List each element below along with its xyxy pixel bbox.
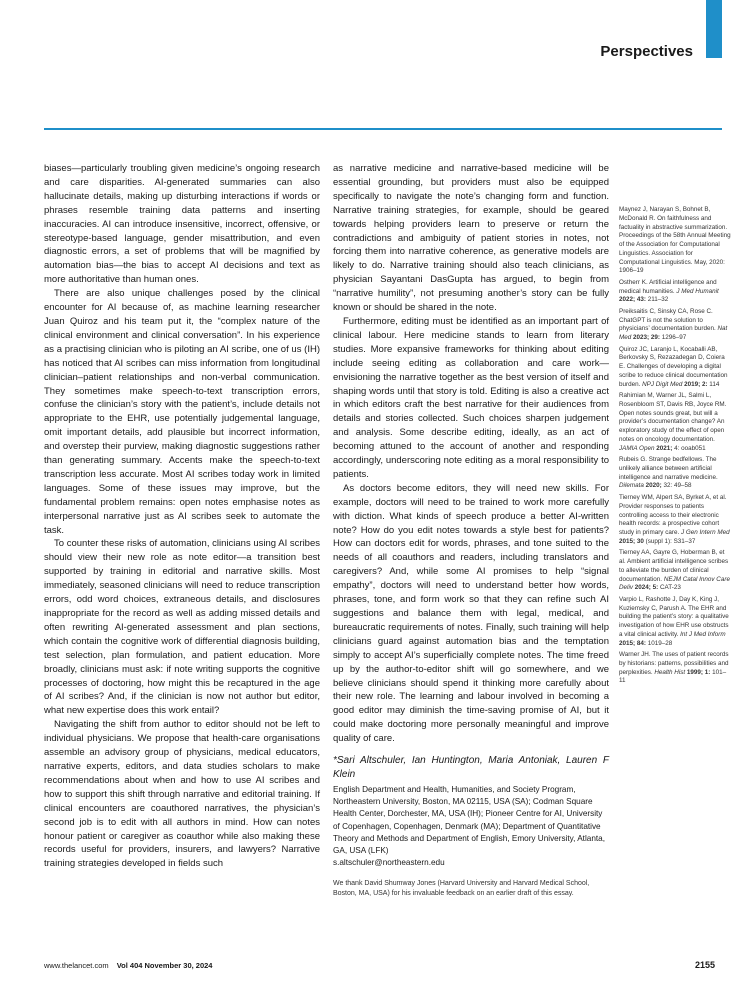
footer-journal: [44, 961, 212, 970]
reference-item[interactable]: Rubeis G. Strange bedfellows. The unlikely alliance between artificial intelligence and narrative medicine. Dilemata 2020; 32: 49–58: [619, 456, 718, 490]
paragraph: biases—particularly troubling given medicine’s ongoing research and care disparities. AI-generated summaries can also hallucinate details, making up disturbing interactions if words or phrases resemble training data patterns and inserting inaccuracies. AI can introduce insensitive, incorrect, offensive, or stereotype-based language, gender misattribution, and even diagnostic errors, a set of problems that will be magnified by automation bias—the bias to accept AI decisions and text as more authoritative than human ones.: [44, 163, 320, 286]
paragraph: There are also unique challenges posed by the clinical encounter for AI because of, as machine learning researcher Juan Quiroz and his team put it, the “complex nature of the clinical environment and clinical conversation”. In his experience as a practising clinician who is piloting an AI scribe, one of us (IH) has noticed that AI scribes can miss information from longitudinal clinician–patient relationships and non-verbal communication. They sometimes make speech-to-text transcription errors, confuse the clinician’s story with the patient’s, include details not appropriate to the EHR, use potentially judgemental language, omit important details, add plausible but incorrect information, and overstep their purview, making diagnostic suggestions rather than generating summary. Accents make the speech-to-text transcription less accurate. Most AI scribes today work in limited languages. Some of these issues may improve, but the fundamental problem remains: open notes emphasise notes as interpersonal narrative just as AI scribes seek to automate the task.: [44, 288, 320, 536]
reference-item[interactable]: Rahimian M, Warner JL, Salmi L, Rosenbloom ST, Davis RB, Joyce RM. Open notes sounds great, but will a provider’s documentation change? An exploratory study of the effect of open notes on oncology documentation. JAMIA Open 2021; 4: ooab051: [619, 392, 727, 452]
reference-list: [619, 206, 731, 689]
reference-item[interactable]: Quiroz JC, Laranjo L, Kocaballi AB, Berkovsky S, Rezazadegan D, Coiera E. Challenges of developing a digital scribe to reduce clinical documentation burden. NPJ Digit Med 2019; 2: 114: [619, 345, 728, 388]
affiliations-text: English Department and Health, Humanities, and Society Program, Northeastern University, Boston, MA 02115, USA (SA); Codman Square Health Center, Dorchester, MA, USA (IH); Pioneer Centre for AI, University of Copenhagen, Copenhagen, Denmark (MA); Department of Quantitative Theory and Methods and Department of English, Emory University, Atlanta, GA, USA (LFK): [333, 785, 605, 856]
paragraph: as narrative medicine and narrative-based medicine will be essential grounding, but providers must also be equipped specifically to navigate the note’s changing form and function. Narrative training strategies, for example, should be geared towards helping providers learn to preserve or return the contradictions and ambiguity of patient stories in notes, not forcing them into narrative coherence, as generative models are likely to do. Narrative training should also teach clinicians, as physician Sayantani DasGupta has argued, to begin from “narrative humility”, not presuming another’s story can be fully known or should be shared in the note.: [333, 163, 609, 314]
email-link[interactable]: s.altschuler@northeastern.edu: [333, 858, 445, 868]
reference-item[interactable]: Ostherr K. Artificial intelligence and medical humanities. J Med Humanit 2022; 43: 211–32: [619, 278, 719, 304]
paragraph: Navigating the shift from author to editor should not be left to individual physicians. We propose that health-care organisations assemble an advisory group of physicians, medical educators, narrative experts, editors, and data studies scholars to make recommendations about when and how to use AI scribes and how to support this shift through narrative and editorial training. If clinical encounters are coauthored narratives, the physician’s second job is to edit with all authors in mind. How can notes honour patient or caregiver as coauthor while also making these records useful for providers, insurers, and lawyers? Narrative training strategies developed in fields such: [44, 719, 320, 870]
reference-item[interactable]: Varpio L, Rashotte J, Day K, King J, Kuziemsky C, Parush A. The EHR and building the patient’s story: a qualitative investigation of how EHR use obstructs a vital clinical activity. Int J Med Inform 2015; 84: 1019–28: [619, 595, 729, 647]
issue-info: Vol 404 November 30, 2024: [116, 961, 213, 970]
section-title: Perspectives: [600, 43, 693, 60]
accent-bar: [706, 0, 722, 58]
paragraph: To counter these risks of automation, clinicians using AI scribes should view their new role as note editor—a transition best supported by training in editorial and narrative skills. Most immediately, seasoned clinicians will need to reduce transcription errors, odd word choices, extraneous details, and disclosures inappropriate for the record as well as adding missed details and often rewriting AI-generated assessment and plan sections, which contain the cognitive work of differential diagnosis building, test selection, plan formulation, and patient education. More broadly, clinicians must ask: if note writing supports the cognitive processes of doctoring, how might this be recaptured in the age of AI scribes? And, if the clinician is now not author but editor, what new expertise does this work entail?: [44, 538, 320, 717]
reference-item[interactable]: Warner JH. The uses of patient records by historians: patterns, possibilities and perplexities. Health Hist 1999; 1: 101–11: [619, 651, 729, 685]
author-list: *Sari Altschuler, Ian Huntington, Maria Antoniak, Lauren F Klein: [333, 755, 609, 781]
reference-item[interactable]: Tierney WM, Alpert SA, Byrket A, et al. Provider responses to patients controlling access to their electronic health records: a prospective cohort study in primary care. J Gen Intern Med 2015; 30 (suppl 1): S31–37: [619, 494, 730, 545]
header-rule: [44, 128, 722, 130]
paragraph: Furthermore, editing must be identified as an important part of clinical labour. Here medicine stands to learn from literary studies. More expansive frameworks for thinking about editing include seeing editing as collaboration and care work—envisioning the narrative together as the best version of itself and shaping words until that story is told. Editing is also a creative act in which editors craft the best narrative for their audiences from details and stories collected. Such choices sharpen judgement and analysis. Some describe editing, ideally, as an act of becoming attuned to the account of another and responding accordingly, underscoring note editing as a moral responsibility to patients.: [333, 315, 609, 480]
journal-url-link[interactable]: www.thelancet.com: [44, 961, 109, 970]
body-column-1: [44, 162, 320, 871]
acknowledgement: We thank David Shumway Jones (Harvard University and Harvard Medical School, Boston, MA, USA) for his invaluable feedback on an earlier draft of this essay.: [333, 880, 590, 898]
reference-item[interactable]: Tierney AA, Gayre G, Hoberman B, et al. Ambient artificial intelligence scribes to alleviate the burden of clinical documentation. NEJM Catal Innov Care Deliv 2024; 5: CAT-23: [619, 549, 730, 592]
affiliations: [333, 784, 609, 869]
body-column-2: [333, 162, 609, 899]
reference-item[interactable]: Maynez J, Narayan S, Bohnet B, McDonald R. On faithfulness and factuality in abstractive summarization. Proceedings of the 58th Annual Meeting of the Association for Computational Linguistics. Association for Computational Linguistics. May, 2020: 1906–19: [619, 206, 731, 275]
page-number: 2155: [694, 960, 715, 970]
paragraph: As doctors become editors, they will need new skills. For example, doctors will need to be trained to work more carefully with diction. What kinds of speech produce a better AI-written note? How do you edit notes towards a style best for patients? How can doctors edit for words, phrases, and tone suited to the needs of all coauthors and readers, including translators and caregivers? And, while some AI promises to help “signal empathy”, doctors will need to understand better how words, phrases, tone, and form work so that they can refine such AI suggestions and balance them with legal, medical, and bureaucratic requirements of notes. Finally, such training will help clinicians guard against automation bias and the temptation simply to accept AI’s superficially complete notes. The time freed up by the author-to-editor shift will go somewhere, and we believe clinicians should spend it thinking more carefully about their new role. The learning and labour involved in becoming a good editor may diminish the time-saving promise of AI, but it could make doctoring more personally meaningful and improve quality of care.: [333, 482, 609, 745]
reference-item[interactable]: Preiksaitis C, Sinsky CA, Rose C. ChatGPT is not the solution to physicians’ documentation burden. Nat Med 2023; 29: 1296–97: [619, 307, 728, 342]
